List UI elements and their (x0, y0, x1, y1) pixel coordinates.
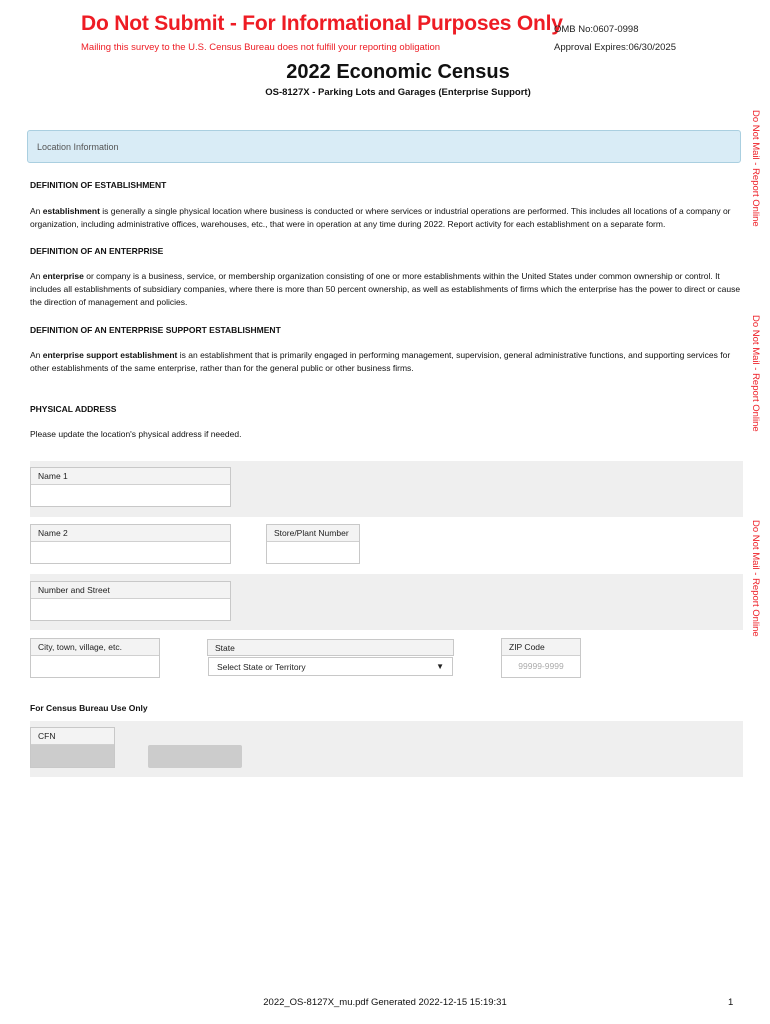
chevron-down-icon: ▼ (436, 662, 444, 671)
state-label: State (207, 639, 454, 656)
location-information-header (27, 130, 741, 163)
definition-term: establishment (42, 206, 100, 216)
physical-address-heading: PHYSICAL ADDRESS (30, 404, 117, 414)
footer-generated: 2022_OS-8127X_mu.pdf Generated 2022-12-15 15:19:31 (263, 997, 507, 1008)
street-label: Number and Street (31, 582, 230, 599)
census-use-block (148, 745, 242, 768)
cfn-value-block (31, 745, 114, 767)
city-field[interactable] (30, 638, 160, 678)
definition-prefix: An (30, 206, 43, 216)
warning-title: Do Not Submit - For Informational Purposes Only (81, 12, 563, 35)
definition-term: enterprise (42, 271, 84, 281)
name1-field[interactable] (30, 467, 231, 507)
form-subtitle: OS-8127X - Parking Lots and Garages (Enterprise Support) (265, 87, 531, 98)
establishment-definition (30, 205, 744, 231)
support-establishment-definition (30, 349, 744, 375)
side-note-middle: Do Not Mail - Report Online (750, 315, 761, 432)
side-note-bottom: Do Not Mail - Report Online (750, 520, 761, 637)
street-input[interactable] (31, 599, 230, 619)
cfn-label: CFN (31, 728, 114, 745)
enterprise-heading: DEFINITION OF AN ENTERPRISE (30, 246, 164, 256)
side-note-top: Do Not Mail - Report Online (750, 110, 761, 227)
state-field[interactable] (207, 639, 454, 678)
cfn-field (30, 727, 115, 768)
omb-number: OMB No:0607-0998 (554, 24, 639, 35)
approval-expires: Approval Expires:06/30/2025 (554, 42, 676, 53)
store-plant-field[interactable] (266, 524, 360, 564)
definition-text: is generally a single physical location where business is conducted or where services or industrial operations are performed. This includes all locations of a company or organization, including administrative offices, warehouses, etc., that were in operation at any time during 2022. Report activity for each establishment on a separate form. (30, 206, 731, 229)
definition-prefix: An (30, 271, 43, 281)
state-selected-value: Select State or Territory (217, 661, 306, 672)
warning-subtitle: Mailing this survey to the U.S. Census Bureau does not fulfill your reporting obligation (81, 42, 441, 53)
page-title: 2022 Economic Census (286, 61, 510, 83)
definition-text: is an establishment that is primarily engaged in performing management, supervision, general administrative functions, and supporting services for other establishments of the same enterprise, rather than for the general public or other business firms. (30, 350, 731, 373)
name1-input[interactable] (31, 485, 230, 505)
zip-label: ZIP Code (502, 639, 580, 656)
store-plant-input[interactable] (267, 542, 359, 562)
physical-address-instruction: Please update the location's physical address if needed. (30, 429, 242, 439)
definition-text: or company is a business, service, or membership organization consisting of one or more establishments within the United States under common ownership or control. It includes all establishments of subsidiary companies, where there is more than 50 percent ownership, as well as establishments of firms which the enterprise has the power to direct or cause the direction of management and policies. (30, 271, 741, 307)
store-plant-label: Store/Plant Number (267, 525, 359, 542)
cfn-row (30, 721, 743, 777)
location-information-label: Location Information (37, 142, 119, 152)
street-field[interactable] (30, 581, 231, 621)
establishment-heading: DEFINITION OF ESTABLISHMENT (30, 180, 167, 190)
zip-input[interactable]: 99999-9999 (518, 661, 564, 671)
name2-field[interactable] (30, 524, 231, 564)
census-use-heading: For Census Bureau Use Only (30, 703, 148, 713)
enterprise-definition (30, 270, 744, 309)
name2-input[interactable] (31, 542, 230, 562)
zip-field[interactable] (501, 638, 581, 678)
state-select[interactable] (208, 657, 453, 676)
page-number: 1 (728, 997, 734, 1008)
support-establishment-heading: DEFINITION OF AN ENTERPRISE SUPPORT ESTABLISHMENT (30, 325, 281, 335)
definition-prefix: An (30, 350, 43, 360)
name1-label: Name 1 (31, 468, 230, 485)
city-input[interactable] (31, 656, 159, 676)
name2-label: Name 2 (31, 525, 230, 542)
definition-term: enterprise support establishment (42, 350, 178, 360)
city-label: City, town, village, etc. (31, 639, 159, 656)
